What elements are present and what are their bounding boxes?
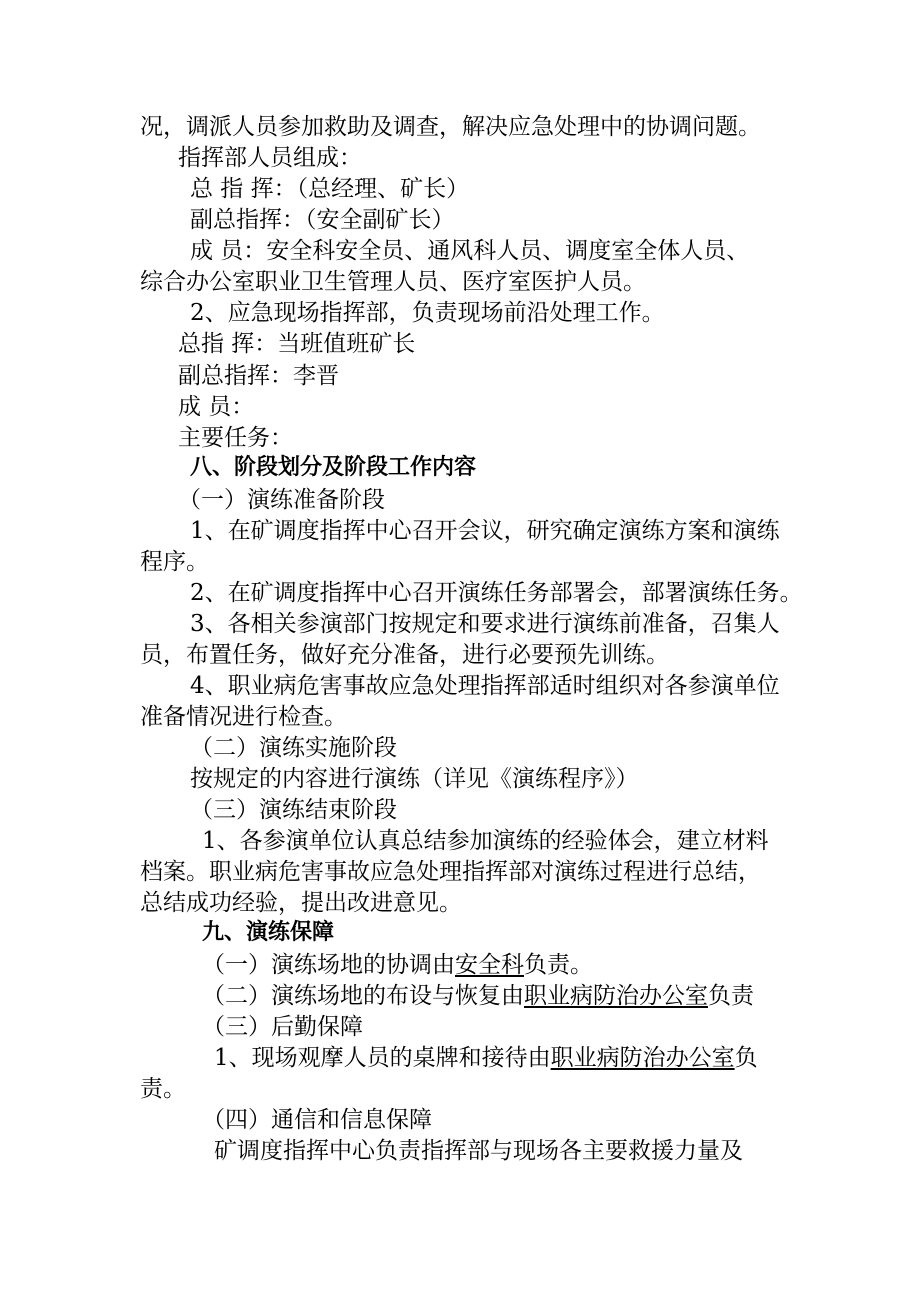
text-line: 4、职业病危害事故应急处理指挥部适时组织对各参演单位	[190, 673, 780, 699]
text-line: 准备情况进行检查。	[140, 704, 347, 730]
text-line: 按规定的内容进行演练（详见《演练程序》）	[190, 766, 639, 792]
underlined-unit: 安全科	[455, 952, 524, 978]
text-line: 责。	[140, 1076, 186, 1102]
text-line: 总 指 挥：（总经理、矿长）	[190, 176, 470, 202]
text-line: （三）后勤保障	[202, 1014, 363, 1040]
text-line: 总结成功经验，提出改进意见。	[140, 890, 462, 916]
text-line: 副总指挥：李晋	[178, 363, 339, 389]
text-segment: 负责	[708, 983, 754, 1009]
text-line: （一）演练准备阶段	[178, 487, 385, 513]
text-segment: 负	[734, 1045, 758, 1071]
text-line: 成 员：	[178, 394, 255, 420]
text-line: 副总指挥：（安全副矿长）	[190, 207, 455, 233]
text-line: 2、在矿调度指挥中心召开演练任务部署会，部署演练任务。	[190, 580, 803, 606]
text-line: 档案。职业病危害事故应急处理指挥部对演练过程进行总结，	[140, 859, 761, 885]
text-line	[202, 981, 754, 1011]
text-line: （四）通信和信息保障	[202, 1107, 432, 1133]
text-line: 3、各相关参演部门按规定和要求进行演练前准备，召集人	[190, 611, 780, 637]
text-line: 程序。	[140, 549, 209, 575]
underlined-unit: 职业病防治办公室	[524, 983, 708, 1009]
text-segment: 负责。	[524, 952, 593, 978]
text-line: 总指 挥：当班值班矿长	[178, 331, 416, 357]
text-line: 2、应急现场指挥部，负责现场前沿处理工作。	[190, 300, 665, 326]
text-line: （三）演练结束阶段	[190, 797, 397, 823]
text-segment: （二）演练场地的布设与恢复由	[202, 983, 524, 1009]
text-line: 综合办公室职业卫生管理人员、医疗室医护人员。	[140, 269, 646, 295]
text-line: 主要任务：	[178, 425, 293, 451]
section-heading-9: 九、演练保障	[202, 920, 335, 945]
text-line: 指挥部人员组成：	[178, 145, 362, 171]
text-line: 成 员：安全科安全员、通风科人员、调度室全体人员、	[190, 238, 750, 264]
text-line: 1、各参演单位认真总结参加演练的经验体会，建立材料	[202, 828, 769, 854]
text-line: 员，布置任务，做好充分准备，进行必要预先训练。	[140, 642, 669, 668]
text-line: 矿调度指挥中心负责指挥部与现场各主要救援力量及	[214, 1138, 743, 1164]
text-segment: （一）演练场地的协调由	[202, 952, 455, 978]
text-line	[202, 950, 593, 980]
text-line	[214, 1043, 758, 1073]
text-line: 1、在矿调度指挥中心召开会议，研究确定演练方案和演练	[190, 518, 780, 544]
text-line: （二）演练实施阶段	[190, 735, 397, 761]
section-heading-8: 八、阶段划分及阶段工作内容	[190, 455, 477, 480]
text-segment: 1、现场观摩人员的桌牌和接待由	[214, 1045, 551, 1071]
underlined-unit: 职业病防治办公室	[550, 1045, 735, 1071]
text-line: 况，调派人员参加救助及调查，解决应急处理中的协调问题。	[140, 114, 761, 140]
